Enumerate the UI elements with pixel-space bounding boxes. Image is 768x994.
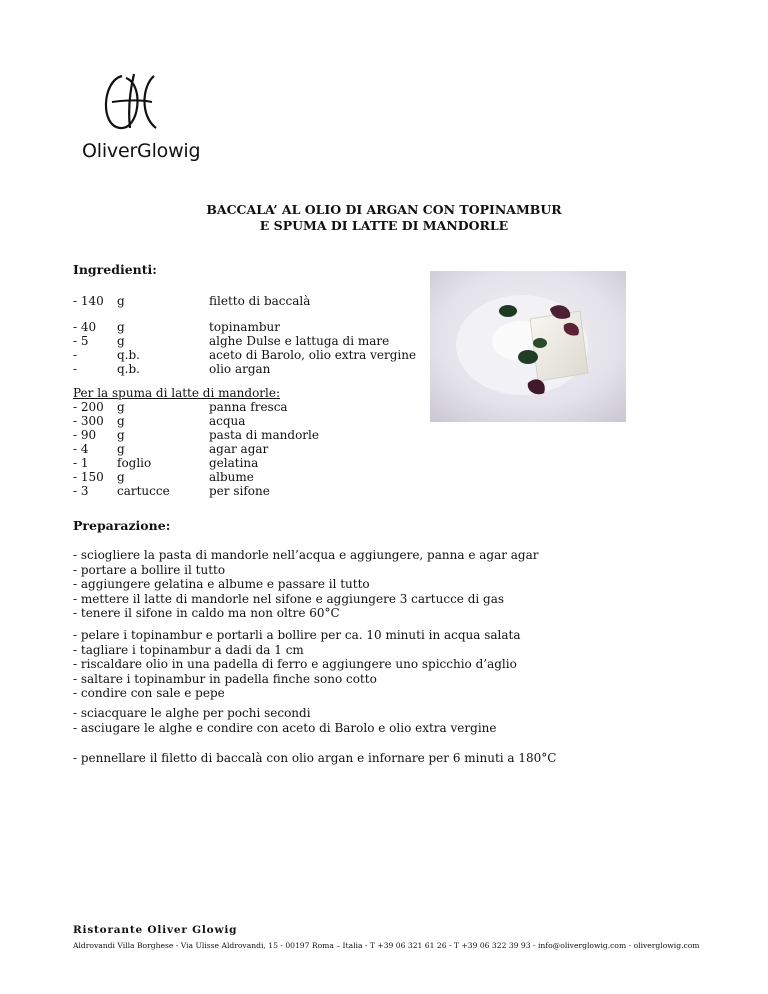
- preparation-step: - pelare i topinambur e portarli a bollire per ca. 10 minuti in acqua salata: [73, 628, 521, 642]
- ingredient-item: per sifone: [209, 484, 270, 498]
- spuma-subheading: Per la spuma di latte di mandorle:: [73, 386, 281, 400]
- dish-photo: [430, 271, 626, 422]
- preparation-heading: Preparazione:: [73, 518, 171, 533]
- preparation-step: - riscaldare olio in una padella di ferro e aggiungere uno spicchio d’aglio: [73, 657, 517, 671]
- preparation-step-list-1: [73, 548, 539, 621]
- preparation-step-list-3: [73, 706, 496, 735]
- ingredient-item: olio argan: [209, 362, 271, 376]
- ingredient-unit: g: [117, 428, 125, 442]
- recipe-title-line-1: BACCALA’ AL OLIO DI ARGAN CON TOPINAMBUR: [206, 202, 562, 217]
- ingredient-item: alghe Dulse e lattuga di mare: [209, 334, 390, 348]
- preparation-step: - condire con sale e pepe: [73, 686, 225, 700]
- ingredient-item: pasta di mandorle: [209, 428, 319, 442]
- ingredient-unit: foglio: [117, 456, 152, 470]
- ingredient-item: aceto di Barolo, olio extra vergine: [209, 348, 417, 362]
- preparation-step: - aggiungere gelatina e albume e passare il tutto: [73, 577, 370, 591]
- ingredient-qty: - 1: [73, 456, 89, 470]
- ingredient-item: acqua: [209, 414, 246, 428]
- ingredient-item: agar agar: [209, 442, 269, 456]
- preparation-step: - pennellare il filetto di baccalà con olio argan e infornare per 6 minuti a 180°C: [73, 751, 557, 765]
- ingredient-qty: -: [73, 348, 78, 362]
- ingredient-qty: - 5: [73, 334, 89, 348]
- preparation-step: - saltare i topinambur in padella finche sono cotto: [73, 671, 377, 686]
- preparation-step: - tagliare i topinambur a dadi da 1 cm: [73, 642, 304, 657]
- preparation-step: - portare a bollire il tutto: [73, 562, 226, 577]
- recipe-title: [0, 202, 768, 234]
- ingredient-unit: g: [117, 470, 125, 484]
- ingredient-unit: g: [117, 334, 125, 348]
- ingredient-item: topinambur: [209, 320, 280, 334]
- ingredient-unit: g: [117, 442, 125, 456]
- ingredient-qty: - 200: [73, 400, 104, 414]
- preparation-step: - sciogliere la pasta di mandorle nell’acqua e aggiungere, panna e agar agar: [73, 548, 539, 562]
- ingredient-unit: q.b.: [117, 348, 140, 362]
- ingredient-unit: g: [117, 400, 125, 414]
- ingredient-unit: g: [117, 320, 125, 334]
- preparation-step: - sciacquare le alghe per pochi secondi: [73, 706, 311, 720]
- ingredient-item: filetto di baccalà: [209, 294, 311, 308]
- ingredient-qty: - 4: [73, 442, 89, 456]
- ingredient-unit: g: [117, 294, 125, 308]
- preparation-step: - asciugare le alghe e condire con aceto di Barolo e olio extra vergine: [73, 720, 497, 735]
- ingredient-item: albume: [209, 470, 254, 484]
- ingredient-qty: - 3: [73, 484, 89, 498]
- footer-restaurant-name: Ristorante Oliver Glowig: [73, 924, 238, 936]
- ingredient-qty: - 90: [73, 428, 97, 442]
- ingredient-qty: - 140: [73, 294, 104, 308]
- ingredient-qty: - 150: [73, 470, 104, 484]
- ingredient-item: panna fresca: [209, 400, 288, 414]
- footer-address: Aldrovandi Villa Borghese - Via Ulisse Aldrovandi, 15 - 00197 Roma – Italia - T +39 06 321 61 26 - T +39 06 322 39 93 - info@oliverglowig.com - oliverglowig.com: [73, 941, 700, 950]
- ingredient-qty: - 300: [73, 414, 104, 428]
- ingredient-item: gelatina: [209, 456, 259, 470]
- ingredients-heading: Ingredienti:: [73, 262, 157, 277]
- ingredient-unit: q.b.: [117, 362, 140, 376]
- ingredient-unit: cartucce: [117, 484, 170, 498]
- recipe-title-line-2: E SPUMA DI LATTE DI MANDORLE: [259, 218, 509, 233]
- ingredient-unit: g: [117, 414, 125, 428]
- preparation-step-list-4: [73, 751, 557, 766]
- preparation-step-list-2: [73, 628, 521, 701]
- ingredient-qty: -: [73, 362, 78, 376]
- preparation-step: - tenere il sifone in caldo ma non oltre 60°C: [73, 606, 340, 620]
- brand-name: OliverGlowig: [82, 140, 201, 162]
- ingredient-qty: - 40: [73, 320, 97, 334]
- preparation-step: - mettere il latte di mandorle nel sifone e aggiungere 3 cartucce di gas: [73, 591, 505, 606]
